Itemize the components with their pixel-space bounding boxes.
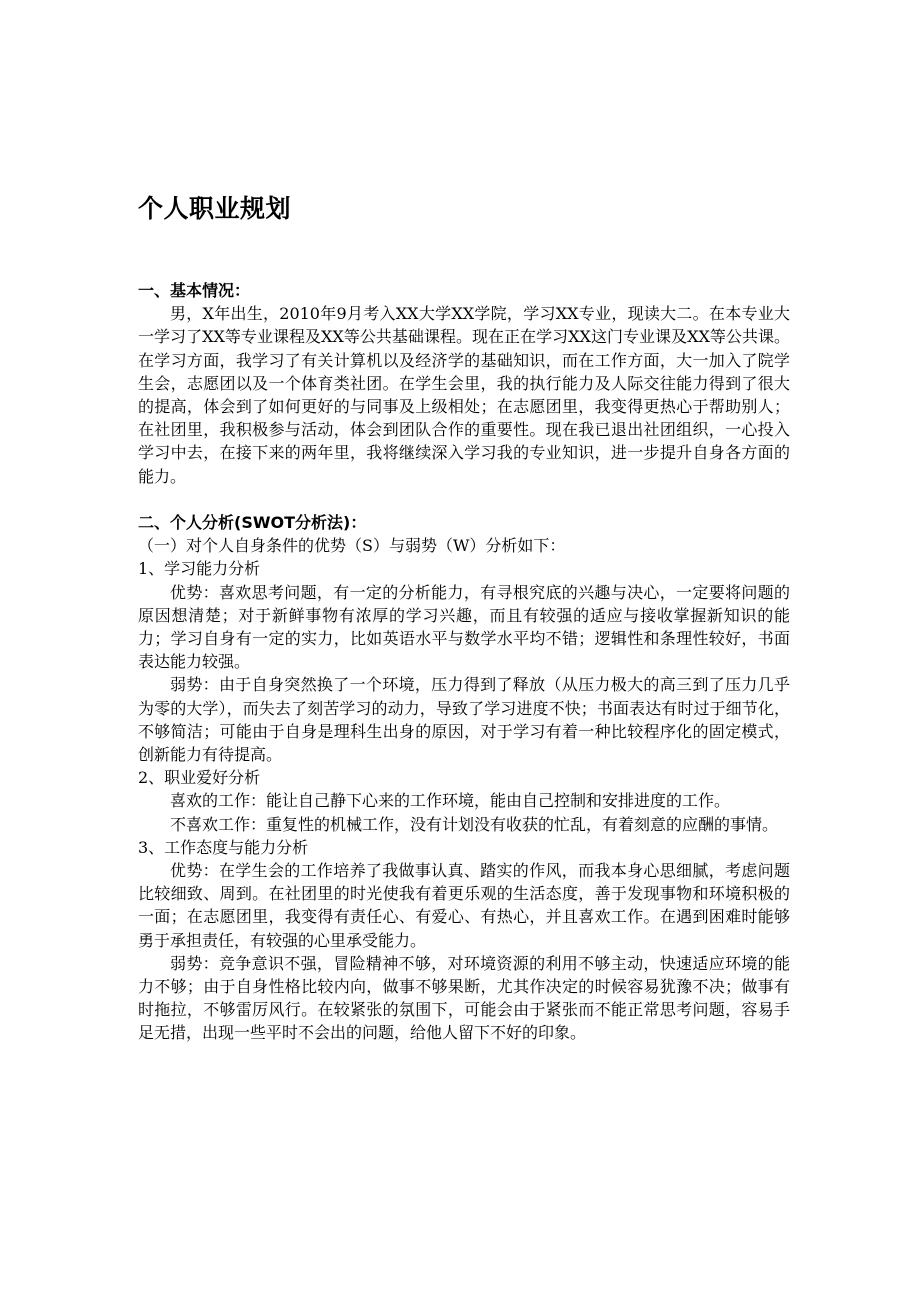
paragraph-work-strengths: 优势：在学生会的工作培养了我做事认真、踏实的作风，而我本身心思细腻，考虑问题比较细致、周到。在社团里的时光使我有着更乐观的生活态度，善于发现事物和环境积极的一面；在志愿团里，我变得有责任心、有爱心、有热心，并且喜欢工作。在遇到困难时能够勇于承担责任，有较强的心里承受能力。: [138, 861, 790, 950]
swot-intro: （一）对个人自身条件的优势（S）与弱势（W）分析如下：: [138, 536, 566, 556]
paragraph-basic-info: 男，X年出生，2010年9月考入XX大学XX学院，学习XX专业，现读大二。在本专业大一学习了XX等专业课程及XX等公共基础课程。现在正在学习XX这门专业课及XX等公共课。在学习方面，我学习了有关计算机以及经济学的基础知识，而在工作方面，大一加入了院学生会，志愿团以及一个体育类社团。在学生会里，我的执行能力及人际交往能力得到了很大的提高，体会到了如何更好的与同事及上级相处；在志愿团里，我变得更热心于帮助别人；在社团里，我积极参与活动，体会到团队合作的重要性。现在我已退出社团组织，一心投入学习中去，在接下来的两年里，我将继续深入学习我的专业知识，进一步提升自身各方面的能力。: [138, 304, 790, 486]
spacer: [138, 488, 790, 511]
paragraph-learning-weaknesses: 弱势：由于自身突然换了一个环境，压力得到了释放（从压力极大的高三到了压力几乎为零的大学），而失去了刻苦学习的动力，导致了学习进度不快；书面表达有时过于细节化，不够简洁；可能由于自身是理科生出身的原因，对于学习有着一种比较程序化的固定模式，创新能力有待提高。: [138, 675, 790, 765]
paragraph-learning-strengths: 优势：喜欢思考问题，有一定的分析能力，有寻根究底的兴趣与决心，一定要将问题的原因想清楚；对于新鲜事物有浓厚的学习兴趣，而且有较强的适应与接收掌握新知识的能力；学习自身有一定的实力，比如英语水平与数学水平均不错；逻辑性和条理性较好，书面表达能力较强。: [138, 582, 790, 672]
section-heading-swot: 二、个人分析(SWOT分析法)：: [138, 513, 367, 533]
paragraph-work-weaknesses: 弱势：竞争意识不强，冒险精神不够，对环境资源的利用不够主动，快速适应环境的能力不够；由于自身性格比较内向，做事不够果断，尤其作决定的时候容易犹豫不决；做事有时拖拉，不够雷厉风行。在较紧张的氛围下，可能会由于紧张而不能正常思考问题，容易手足无措，出现一些平时不会出的问题，给他人留下不好的印象。: [138, 953, 790, 1043]
subsection-title-learning: 1、学习能力分析: [138, 559, 261, 579]
subsection-title-work-attitude: 3、工作态度与能力分析: [138, 837, 309, 857]
subsection-title-career-interest: 2、职业爱好分析: [138, 768, 261, 788]
paragraph-liked-work: 喜欢的工作：能让自己静下心来的工作环境，能由自己控制和安排进度的工作。: [170, 791, 731, 811]
section-heading-basic: 一、基本情况：: [138, 281, 251, 300]
page-title: 个人职业规划: [138, 194, 292, 223]
paragraph-disliked-work: 不喜欢工作：重复性的机械工作，没有计划没有收获的忙乱，有着刻意的应酬的事情。: [170, 814, 779, 834]
document-body: [138, 279, 790, 1045]
